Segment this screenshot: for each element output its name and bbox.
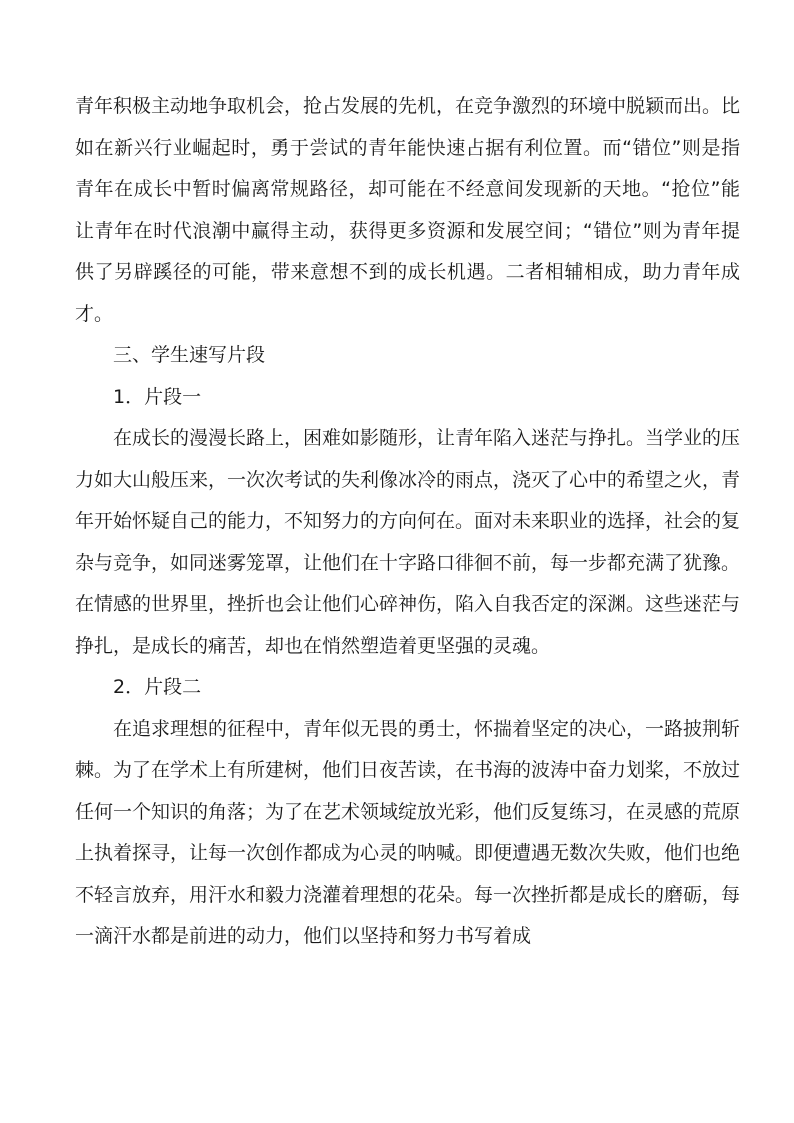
- body-paragraph-fragment-two: 在追求理想的征程中，青年似无畏的勇士，怀揣着坚定的决心，一路披荆斩棘。为了在学术上有所建树，他们日夜苦读，在书海的波涛中奋力划桨，不放过任何一个知识的角落；为了在艺术领域绽放光彩，他们反复练习，在灵感的荒原上执着探寻，让每一次创作都成为心灵的呐喊。即便遭遇无数次失败，他们也绝不轻言放弃，用汗水和毅力浇灌着理想的花朵。每一次挫折都是成长的磨砺，每一滴汗水都是前进的动力，他们以坚持和努力书写着成: [75, 717, 741, 947]
- section-heading-student-sketches: 三、学生速写片段: [113, 344, 266, 366]
- body-paragraph-fragment-one: 在成长的漫漫长路上，困难如影随形，让青年陷入迷茫与挣扎。当学业的压力如大山般压来，一次次考试的失利像冰冷的雨点，浇灭了心中的希望之火，青年开始怀疑自己的能力，不知努力的方向何在。面对未来职业的选择，社会的复杂与竞争，如同迷雾笼罩，让他们在十字路口徘徊不前，每一步都充满了犹豫。在情感的世界里，挫折也会让他们心碎神伤，陷入自我否定的深渊。这些迷茫与挣扎，是成长的痛苦，却也在悄然塑造着更坚强的灵魂。: [75, 427, 741, 657]
- body-paragraph-continuation: 青年积极主动地争取机会，抢占发展的先机，在竞争激烈的环境中脱颖而出。比如在新兴行业崛起时，勇于尝试的青年能快速占据有利位置。而“错位”则是指青年在成长中暂时偏离常规路径，却可能在不经意间发现新的天地。“抢位”能让青年在时代浪潮中赢得主动，获得更多资源和发展空间；“错位”则为青年提供了另辟蹊径的可能，带来意想不到的成长机遇。二者相辅相成，助力青年成才。: [75, 95, 741, 325]
- subheading-fragment-one: 1．片段一: [113, 385, 202, 408]
- document-page: [75, 86, 740, 958]
- subheading-fragment-two: 2．片段二: [113, 676, 202, 698]
